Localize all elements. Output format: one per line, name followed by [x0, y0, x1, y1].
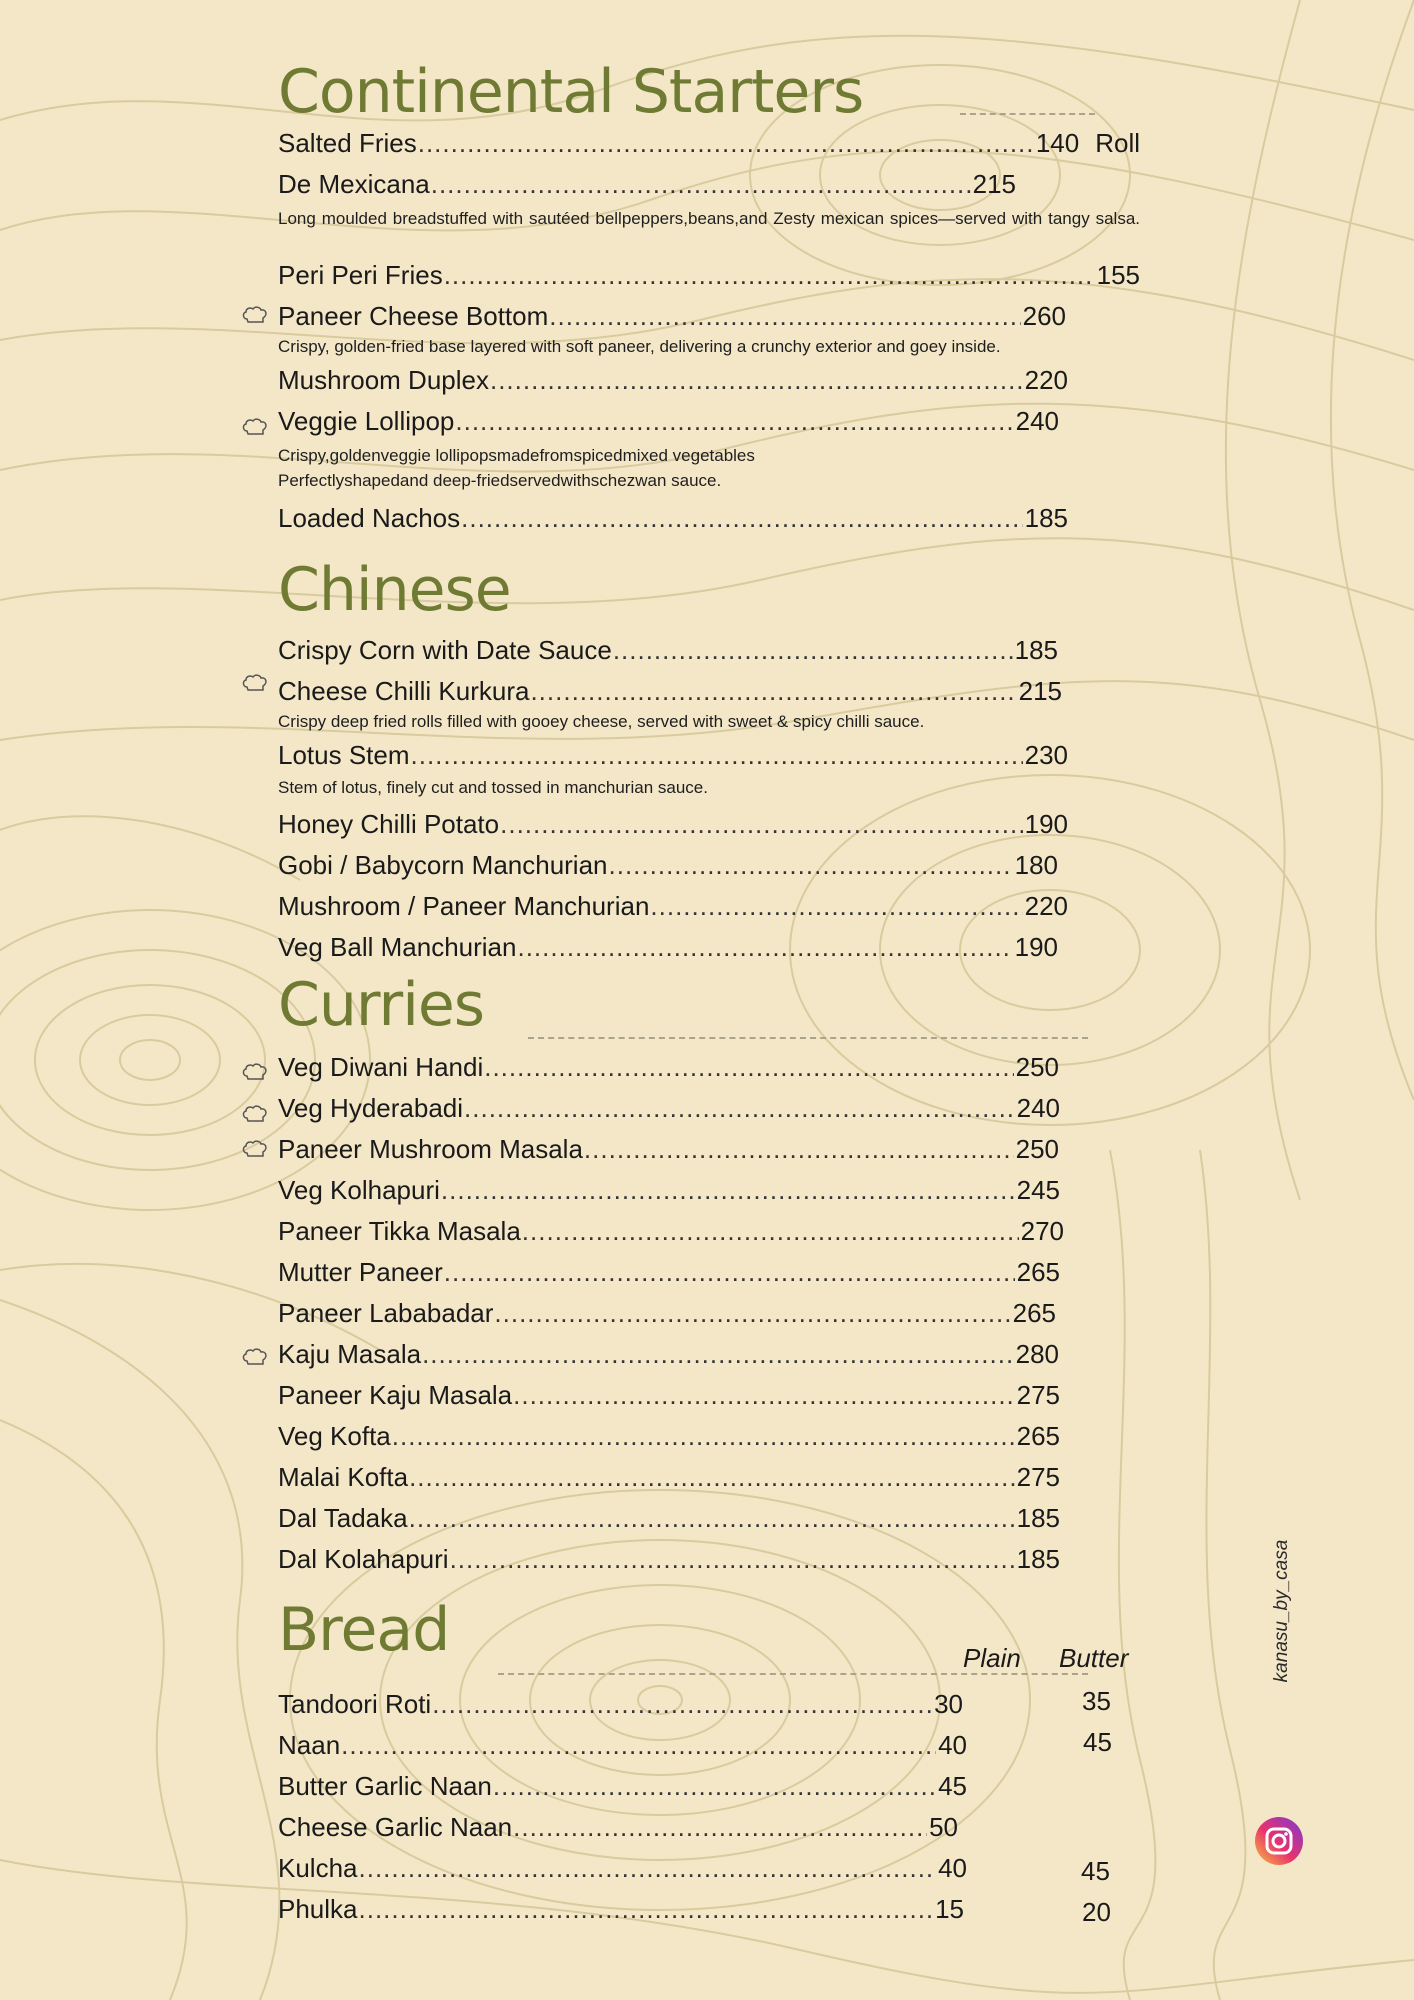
leader-dots [484, 1049, 1013, 1085]
item-description: Crispy, golden-fried base layered with soft paneer, delivering a crunchy exterior and goey inside. [278, 337, 1001, 356]
dashed-divider [960, 113, 1095, 115]
menu-item-veg-ball-manchurian [278, 929, 1058, 965]
leader-dots [359, 1891, 934, 1927]
menu-item-veg-kolhapuri [278, 1172, 1060, 1208]
item-name: Malai Kofta [278, 1462, 409, 1492]
instagram-icon[interactable] [1254, 1816, 1304, 1866]
leader-dots [409, 1459, 1015, 1495]
menu-item-cheese-garlic-naan [278, 1809, 958, 1845]
item-name: Paneer Lababadar [278, 1298, 494, 1328]
chef-hat-icon [242, 1062, 268, 1084]
item-price-butter: 20 [1082, 1897, 1111, 1927]
item-description-line: Perfectlyshapedand deep-friedservedwithschezwan sauce. [278, 471, 722, 490]
menu-item-paneer-kaju-masala [278, 1377, 1060, 1413]
leader-dots [461, 500, 1022, 536]
item-name: Veg Hyderabadi [278, 1093, 464, 1123]
item-price: 265 [1012, 1298, 1056, 1328]
item-name: Dal Kolahapuri [278, 1544, 449, 1574]
menu-item-cheese-chilli-kurkura [278, 673, 1062, 709]
leader-dots [444, 1254, 1015, 1290]
section-title-chinese: Chinese [278, 555, 511, 625]
leader-dots [609, 847, 1013, 883]
leader-dots [650, 888, 1022, 924]
section-title-curries: Curries [278, 970, 485, 1040]
leader-dots [513, 1377, 1014, 1413]
item-price-butter: 45 [1083, 1727, 1112, 1757]
item-name: Paneer Cheese Bottom [278, 301, 549, 331]
item-name: Gobi / Babycorn Manchurian [278, 850, 608, 880]
item-name: Cheese Chilli Kurkura [278, 676, 530, 706]
leader-dots [422, 1336, 1014, 1372]
item-price: 260 [1022, 301, 1066, 331]
item-price: 190 [1014, 932, 1058, 962]
item-price-plain: 15 [935, 1894, 964, 1924]
leader-dots [455, 403, 1013, 439]
item-price: 215 [972, 169, 1016, 199]
menu-item-paneer-lababadar [278, 1295, 1056, 1331]
item-name: Kaju Masala [278, 1339, 422, 1369]
item-name: Veg Kolhapuri [278, 1175, 440, 1205]
menu-item-veg-hyderabadi [278, 1090, 1060, 1126]
item-price: 250 [1015, 1052, 1059, 1082]
leader-dots [359, 1850, 937, 1886]
leader-dots [549, 298, 1020, 334]
item-suffix: Roll [1095, 128, 1140, 158]
item-price: 155 [1096, 260, 1140, 290]
item-name: Loaded Nachos [278, 503, 461, 533]
item-name: Kulcha [278, 1853, 358, 1883]
menu-item-kulcha [278, 1850, 967, 1886]
item-price: 280 [1015, 1339, 1059, 1369]
item-name: De Mexicana [278, 169, 430, 199]
item-name: Butter Garlic Naan [278, 1771, 492, 1801]
item-price-butter: 45 [1081, 1856, 1110, 1886]
leader-dots [431, 166, 971, 202]
menu-item-gobi-babycorn-manchurian [278, 847, 1058, 883]
item-name: Paneer Mushroom Masala [278, 1134, 583, 1164]
item-price: 275 [1016, 1462, 1060, 1492]
leader-dots [517, 929, 1012, 965]
menu-item-mushroom-paneer-manchurian [278, 888, 1068, 924]
column-header-plain: Plain [963, 1643, 1021, 1673]
leader-dots [411, 737, 1023, 773]
menu-item-paneer-mushroom-masala [278, 1131, 1059, 1167]
leader-dots [500, 806, 1022, 842]
menu-item-lotus-stem [278, 737, 1068, 773]
item-price: 190 [1024, 809, 1068, 839]
item-price-plain: 45 [938, 1771, 967, 1801]
item-name: Tandoori Roti [278, 1689, 432, 1719]
item-name: Veg Diwani Handi [278, 1052, 484, 1082]
item-name: Mushroom / Paneer Manchurian [278, 891, 650, 921]
leader-dots [392, 1418, 1015, 1454]
item-name: Naan [278, 1730, 341, 1760]
item-price: 185 [1014, 635, 1058, 665]
item-price-plain: 40 [938, 1730, 967, 1760]
item-price-plain: 50 [929, 1812, 958, 1842]
menu-item-crispy-corn [278, 632, 1058, 668]
menu-item-naan [278, 1727, 967, 1763]
chef-hat-icon [242, 1347, 268, 1369]
item-price: 180 [1014, 850, 1058, 880]
item-price: 245 [1016, 1175, 1060, 1205]
menu-item-veggie-lollipop [278, 403, 1059, 439]
column-header-butter: Butter [1059, 1643, 1129, 1673]
menu-item-mushroom-duplex [278, 362, 1068, 398]
menu-item-salted-fries [278, 125, 1140, 161]
chef-hat-icon [242, 673, 268, 695]
item-price: 250 [1015, 1134, 1059, 1164]
item-description: Long moulded breadstuffed with sautéed bellpeppers,beans,and Zesty mexican spices—served with tangy salsa. [278, 209, 1140, 228]
menu-item-kaju-masala [278, 1336, 1059, 1372]
leader-dots [584, 1131, 1014, 1167]
menu-item-peri-peri-fries [278, 257, 1140, 293]
menu-item-paneer-cheese-bottom [278, 298, 1066, 334]
item-price: 140 [1035, 128, 1080, 158]
item-price: 230 [1024, 740, 1068, 770]
instagram-handle[interactable]: kanasu_by_casa [1271, 1539, 1292, 1683]
item-price-butter: 35 [1082, 1686, 1111, 1716]
menu-item-malai-kofta [278, 1459, 1060, 1495]
item-name: Dal Tadaka [278, 1503, 408, 1533]
leader-dots [613, 632, 1013, 668]
item-name: Salted Fries [278, 128, 417, 158]
chef-hat-icon [242, 1139, 268, 1161]
dashed-divider [528, 1037, 1088, 1039]
item-price: 185 [1024, 503, 1068, 533]
menu-item-honey-chilli-potato [278, 806, 1068, 842]
item-name: Veggie Lollipop [278, 406, 455, 436]
menu-item-mutter-paneer [278, 1254, 1060, 1290]
item-price-plain: 30 [934, 1689, 963, 1719]
menu-item-de-mexicana [278, 166, 1016, 202]
leader-dots [464, 1090, 1015, 1126]
item-price: 215 [1018, 676, 1062, 706]
item-price: 265 [1016, 1421, 1060, 1451]
item-name: Veg Ball Manchurian [278, 932, 517, 962]
leader-dots [418, 125, 1034, 161]
leader-dots [530, 673, 1016, 709]
item-name: Phulka [278, 1894, 358, 1924]
leader-dots [450, 1541, 1015, 1577]
menu-item-dal-kolahapuri [278, 1541, 1060, 1577]
item-price: 220 [1024, 365, 1068, 395]
item-price: 185 [1016, 1503, 1060, 1533]
chef-hat-icon [242, 305, 268, 327]
menu-item-veg-diwani-handi [278, 1049, 1059, 1085]
menu-item-tandoori-roti [278, 1686, 963, 1722]
menu-item-loaded-nachos [278, 500, 1068, 536]
menu-item-dal-tadaka [278, 1500, 1060, 1536]
chef-hat-icon [242, 417, 268, 439]
leader-dots [490, 362, 1023, 398]
item-price-plain: 40 [938, 1853, 967, 1883]
section-title-continental-starters: Continental Starters [278, 57, 864, 127]
leader-dots [494, 1295, 1010, 1331]
item-name: Crispy Corn with Date Sauce [278, 635, 612, 665]
leader-dots [444, 257, 1095, 293]
section-title-bread: Bread [278, 1595, 450, 1665]
leader-dots [513, 1809, 927, 1845]
leader-dots [341, 1727, 936, 1763]
menu-item-paneer-tikka-masala [278, 1213, 1064, 1249]
item-name: Cheese Garlic Naan [278, 1812, 513, 1842]
item-name: Peri Peri Fries [278, 260, 443, 290]
menu-item-veg-kofta [278, 1418, 1060, 1454]
item-name: Veg Kofta [278, 1421, 391, 1451]
item-price: 265 [1016, 1257, 1060, 1287]
item-description: Stem of lotus, finely cut and tossed in manchurian sauce. [278, 778, 708, 797]
item-price: 220 [1024, 891, 1068, 921]
item-name: Mushroom Duplex [278, 365, 489, 395]
leader-dots [432, 1686, 932, 1722]
menu-item-phulka [278, 1891, 964, 1927]
item-description: Crispy deep fried rolls filled with gooey cheese, served with sweet & spicy chilli sauce. [278, 712, 925, 731]
item-price: 275 [1016, 1380, 1060, 1410]
item-price: 240 [1015, 406, 1059, 436]
item-name: Honey Chilli Potato [278, 809, 500, 839]
menu-item-butter-garlic-naan [278, 1768, 967, 1804]
item-description-line: Crispy,goldenveggie lollipopsmadefromspicedmixed vegetables [278, 446, 755, 465]
item-name: Paneer Kaju Masala [278, 1380, 513, 1410]
item-price: 240 [1016, 1093, 1060, 1123]
item-name: Paneer Tikka Masala [278, 1216, 521, 1246]
leader-dots [441, 1172, 1015, 1208]
chef-hat-icon [242, 1104, 268, 1126]
item-price: 185 [1016, 1544, 1060, 1574]
leader-dots [493, 1768, 936, 1804]
item-name: Lotus Stem [278, 740, 410, 770]
item-name: Mutter Paneer [278, 1257, 443, 1287]
leader-dots [522, 1213, 1019, 1249]
item-price: 270 [1020, 1216, 1064, 1246]
leader-dots [409, 1500, 1015, 1536]
